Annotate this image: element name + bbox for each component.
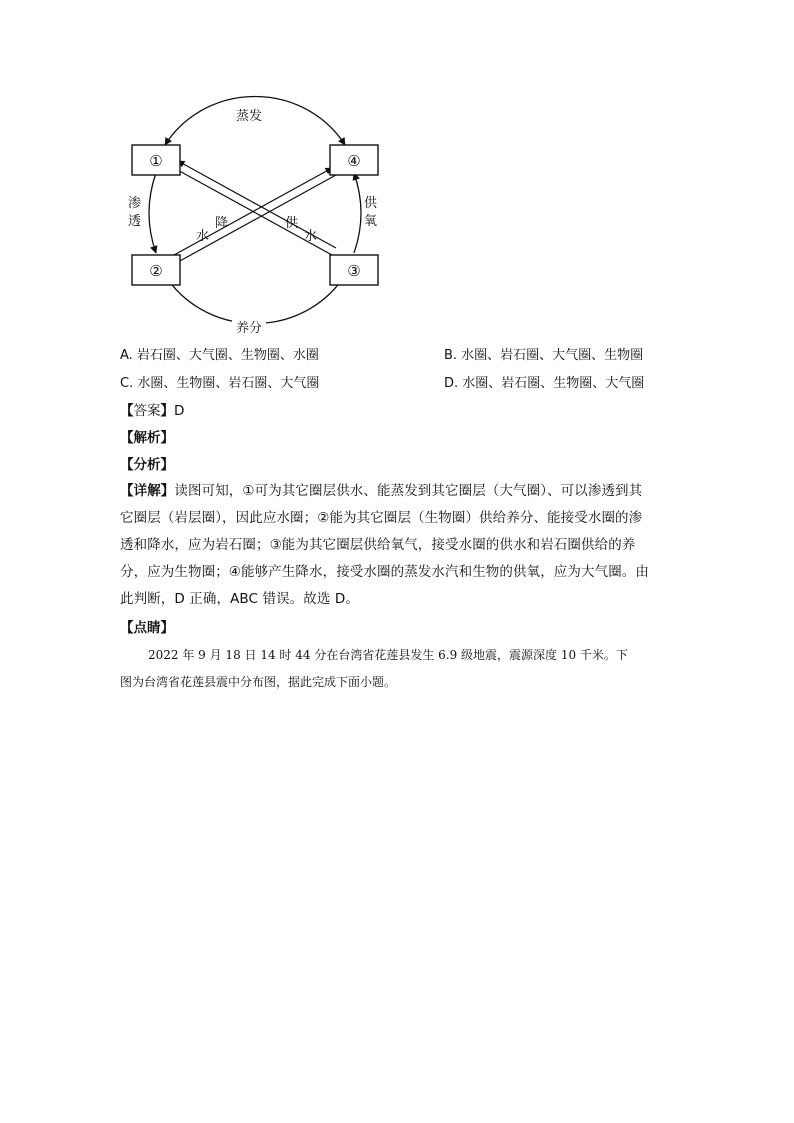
box-1-label: ① xyxy=(149,152,163,170)
option-d: D. 水圈、岩石圈、生物圈、大气圈 xyxy=(444,376,645,391)
next-question-line-2: 图为台湾省花莲县震中分布图，据此完成下面小题。 xyxy=(120,675,397,689)
answer-bracket-open: 【 xyxy=(120,403,134,419)
answer-label: 答案 xyxy=(133,403,161,419)
option-a: A. 岩石圈、大气圈、生物圈、水圈 xyxy=(120,348,319,363)
detail-line-1 xyxy=(120,478,642,505)
box-3-label: ③ xyxy=(347,262,361,280)
label-jiang: 降 xyxy=(215,216,229,231)
label-shui-right: 水 xyxy=(304,229,318,244)
label-shui-left: 水 xyxy=(196,229,210,244)
label-seepage-2: 透 xyxy=(128,214,142,229)
answer-value: D xyxy=(174,403,185,419)
box-2-label: ② xyxy=(149,262,163,280)
option-c: C. 水圈、生物圈、岩石圈、大气圈 xyxy=(120,376,320,391)
answer-bracket-close: 】 xyxy=(160,403,174,419)
arrow-oxygen xyxy=(354,173,361,253)
arrow-nutrients xyxy=(165,275,345,323)
box-2 xyxy=(132,255,180,285)
detail-line-4: 分，应为生物圈；④能够产生降水，接受水圈的蒸发水汽和生物的供氧，应为大气圈。由 xyxy=(120,564,650,580)
next-question-line-1: 2022 年 9 月 18 日 14 时 44 分在台湾省花莲县发生 6.9 级地震，震源深度 10 千米。下 xyxy=(148,648,628,662)
arrow-seepage xyxy=(149,173,156,253)
box-4-label: ④ xyxy=(347,152,361,170)
fenxi-heading: 【分析】 xyxy=(120,457,174,473)
detail-heading: 【详解】 xyxy=(120,483,175,499)
detail-text-1: 读图可知，①可为其它圈层供水、能蒸发到其它圈层（大气圈）、可以渗透到其 xyxy=(174,483,643,499)
dianjing-heading: 【点睛】 xyxy=(120,620,174,636)
answer-line xyxy=(120,401,184,421)
arrow-precipitation xyxy=(174,168,336,262)
label-seepage-1: 渗 xyxy=(128,196,142,211)
detail-line-2: 它圈层（岩层圈），因此应水圈；②能为其它圈层（生物圈）供给养分、能接受水圈的渗 xyxy=(120,510,643,526)
analysis-heading: 【解析】 xyxy=(120,430,174,446)
box-3 xyxy=(330,255,378,285)
label-oxygen-1: 供 xyxy=(364,196,378,211)
detail-line-5: 此判断，D 正确，ABC 错误。故选 D。 xyxy=(120,591,359,607)
box-1 xyxy=(132,145,180,175)
detail-line-3: 透和降水，应为岩石圈；③能为其它圈层供给氧气，接受水圈的供水和岩石圈供给的养 xyxy=(120,537,636,553)
geosphere-cycle-diagram xyxy=(120,95,390,340)
label-nutrients: 养分 xyxy=(235,321,263,336)
label-evaporation: 蒸发 xyxy=(235,109,263,124)
label-gong: 供 xyxy=(285,216,299,231)
box-4 xyxy=(330,145,378,175)
option-b: B. 水圈、岩石圈、大气圈、生物圈 xyxy=(444,348,644,363)
label-oxygen-2: 氧 xyxy=(364,214,378,229)
